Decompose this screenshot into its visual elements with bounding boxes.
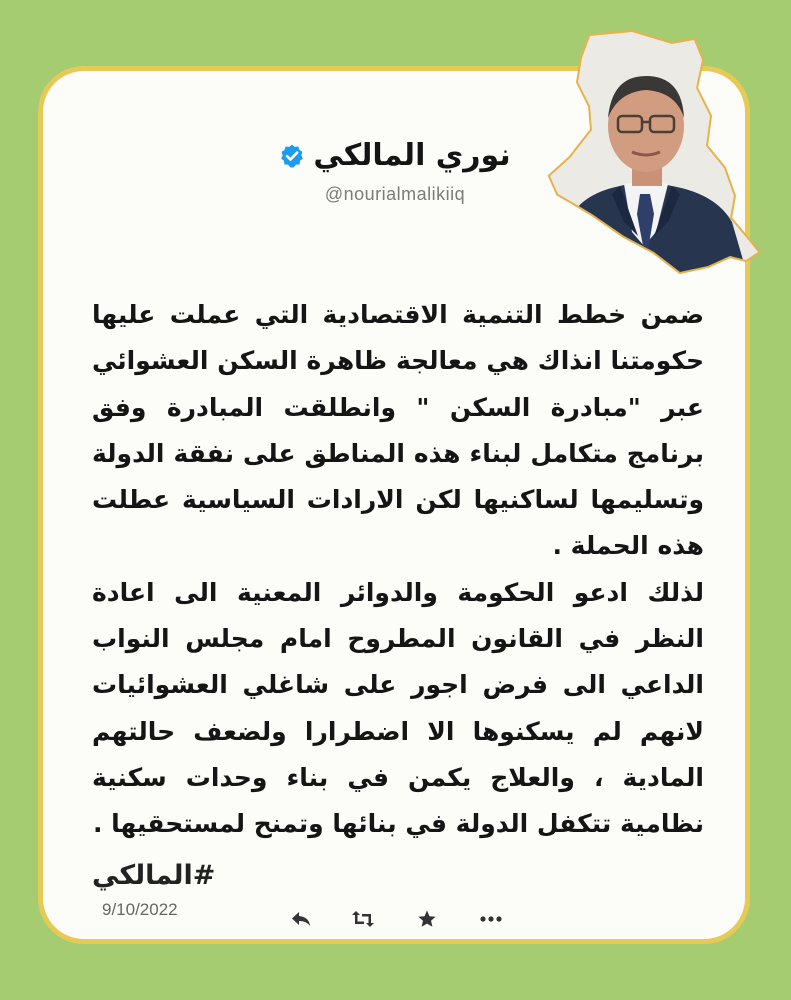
profile-avatar[interactable] (520, 26, 770, 284)
star-icon (417, 909, 437, 929)
retweet-button[interactable] (350, 906, 376, 932)
like-button[interactable] (414, 906, 440, 932)
author-name[interactable]: نوري المالكي (313, 138, 511, 173)
more-button[interactable] (478, 906, 504, 932)
tweet-paragraph: لذلك ادعو الحكومة والدوائر المعنية الى اعادة النظر في القانون المطروح امام مجلس النواب الداعي الى فرض اجور على شاغلي العشوائيات لانهم لم يسكنوها الا اضطرارا ولضعف حالتهم المادية ، والعلاج يكمن في بناء وحدات سكنية نظامية تتكفل الدولة في بنائها وتمنح لمستحقيها . (92, 577, 704, 839)
verified-badge-icon (279, 143, 305, 169)
tweet-header (250, 136, 540, 205)
hashtag-link[interactable]: #المالكي (92, 860, 216, 891)
reply-button[interactable] (288, 906, 314, 932)
tweet-body (92, 292, 704, 848)
tweet-paragraph: ضمن خطط التنمية الاقتصادية التي عملت عليها حكومتنا انذاك هي معالجة ظاهرة السكن العشوائي عبر "مبادرة السكن " وانطلقت المبادرة وفق برنامج متكامل لبناء هذه المناطق على نفقة الدولة وتسليمها لساكنيها لكن الارادات السياسية عطلت هذه الحملة . (92, 300, 704, 561)
more-icon (479, 915, 503, 923)
retweet-icon (351, 909, 375, 929)
reply-icon (290, 910, 312, 928)
author-row (250, 136, 540, 176)
tweet-actions (286, 906, 508, 932)
tweet-date: 9/10/2022 (102, 900, 178, 919)
author-handle[interactable]: @nourialmalikiiq (324, 184, 466, 204)
